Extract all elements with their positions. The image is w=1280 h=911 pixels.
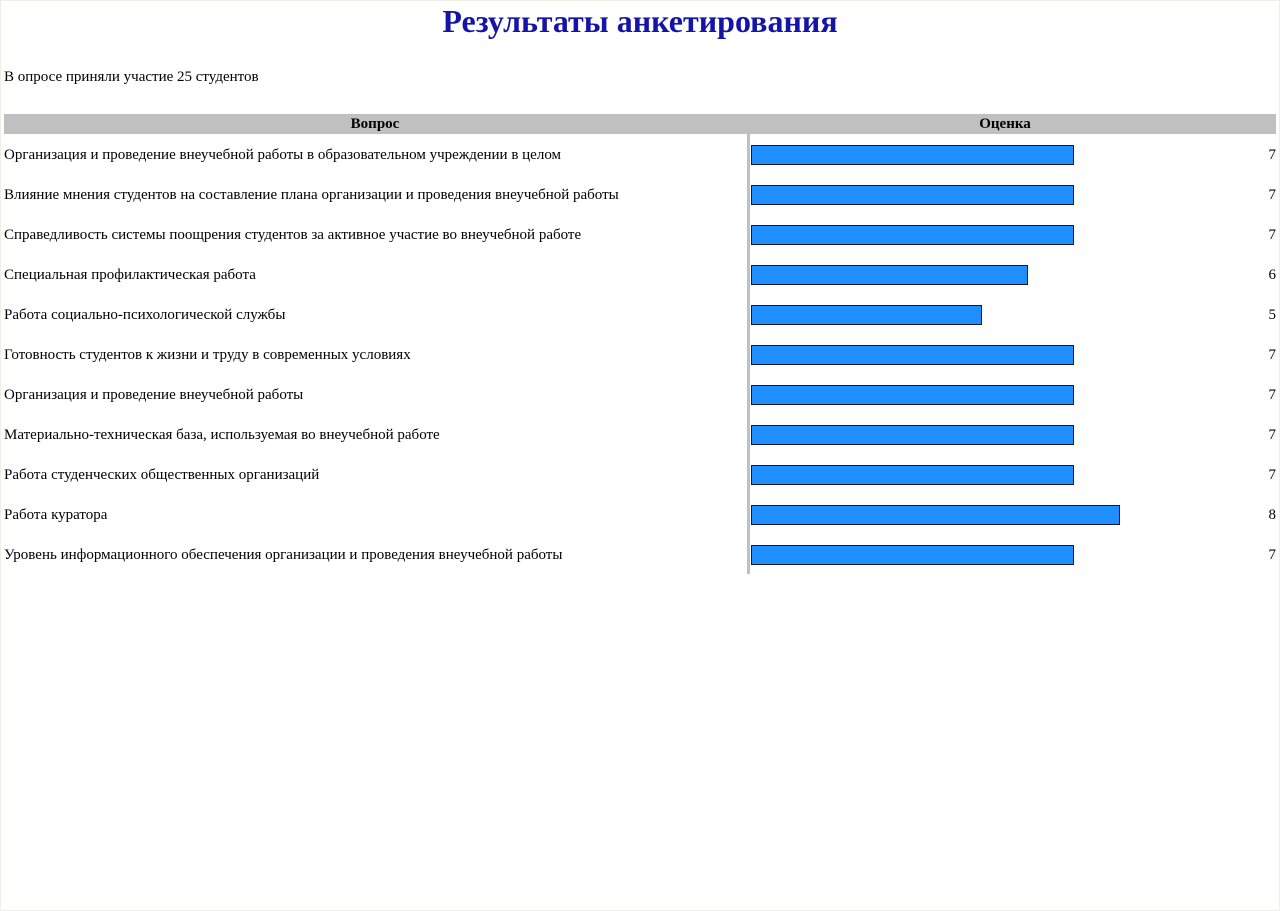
table-header <box>4 114 1276 134</box>
question-label: Специальная профилактическая работа <box>4 267 256 283</box>
question-label: Организация и проведение внеучебной работы <box>4 387 304 403</box>
score-bar <box>751 225 1074 245</box>
column-header-question: Вопрос <box>350 116 400 132</box>
score-value: 7 <box>1268 427 1276 443</box>
question-label: Влияние мнения студентов на составление плана организации и проведения внеучебной работы <box>4 187 619 203</box>
participants-note: В опросе приняли участие 25 студентов <box>4 69 259 85</box>
table-row <box>0 135 1280 175</box>
score-value: 7 <box>1268 227 1276 243</box>
table-row <box>0 255 1280 295</box>
table-row <box>0 495 1280 535</box>
question-label: Материально-техническая база, используемая во внеучебной работе <box>4 427 440 443</box>
table-row <box>0 375 1280 415</box>
score-bar <box>751 385 1074 405</box>
question-label: Готовность студентов к жизни и труду в современных условиях <box>4 347 411 363</box>
table-row <box>0 295 1280 335</box>
score-value: 7 <box>1268 387 1276 403</box>
score-value: 7 <box>1268 547 1276 563</box>
table-row <box>0 455 1280 495</box>
score-bar <box>751 345 1074 365</box>
table-row <box>0 535 1280 575</box>
question-label: Работа студенческих общественных организаций <box>4 467 320 483</box>
score-bar <box>751 185 1074 205</box>
score-value: 7 <box>1268 147 1276 163</box>
score-bar <box>751 145 1074 165</box>
score-bar <box>751 545 1074 565</box>
score-bar <box>751 305 982 325</box>
score-bar <box>751 505 1120 525</box>
page-title: Результаты анкетирования <box>442 3 838 39</box>
score-value: 5 <box>1268 307 1276 323</box>
question-label: Работа куратора <box>4 507 108 523</box>
question-label: Работа социально-психологической службы <box>4 307 286 323</box>
score-bar <box>751 425 1074 445</box>
score-value: 7 <box>1268 467 1276 483</box>
column-header-score: Оценка <box>979 116 1031 132</box>
table-row <box>0 175 1280 215</box>
table-row <box>0 215 1280 255</box>
score-value: 7 <box>1268 187 1276 203</box>
score-bar <box>751 465 1074 485</box>
question-label: Справедливость системы поощрения студентов за активное участие во внеучебной работе <box>4 227 582 243</box>
table-row <box>0 335 1280 375</box>
question-label: Уровень информационного обеспечения организации и проведения внеучебной работы <box>4 547 563 563</box>
question-label: Организация и проведение внеучебной работы в образовательном учреждении в целом <box>4 147 562 163</box>
score-value: 8 <box>1268 507 1276 523</box>
score-bar <box>751 265 1028 285</box>
table-row <box>0 415 1280 455</box>
score-value: 7 <box>1268 347 1276 363</box>
score-value: 6 <box>1268 267 1276 283</box>
